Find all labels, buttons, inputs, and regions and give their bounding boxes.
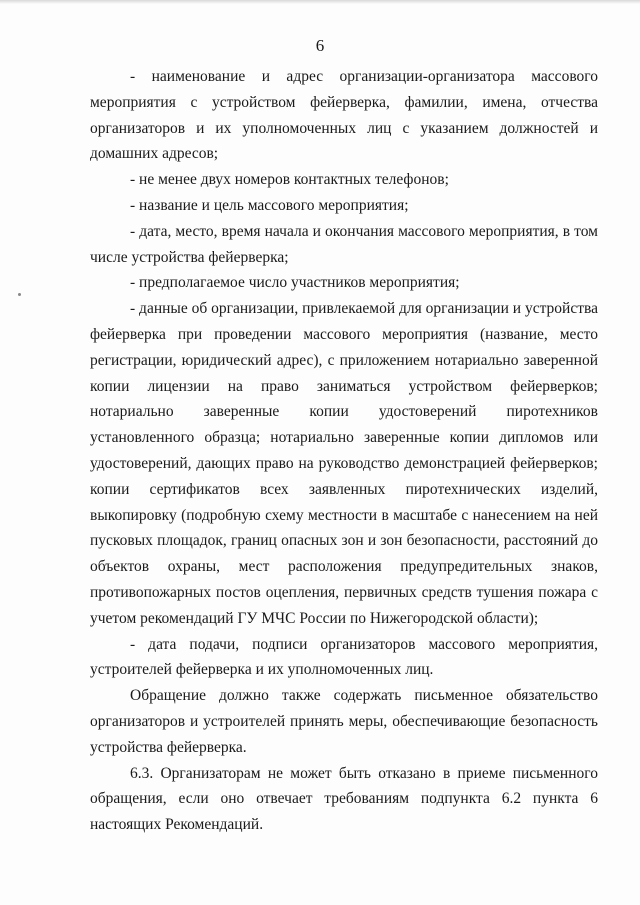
document-body (90, 64, 598, 838)
scan-top-edge (0, 0, 640, 4)
paragraph-participants: - предполагаемое число участников мероприятия; (130, 274, 460, 292)
paragraph-event-name: - название и цель массового мероприятия; (130, 196, 409, 214)
paragraph-event-datetime: - дата, место, время начала и окончания массового мероприятия, в том числе устройства фейерверка; (90, 222, 598, 266)
scan-speck (18, 293, 21, 296)
paragraph-phone-numbers: - не менее двух номеров контактных телефонов; (130, 171, 449, 189)
paragraph-organization-data: - данные об организации, привлекаемой для организации и устройства фейерверка при проведении массового мероприятия (название, место регистрации, юридический адрес), с приложением нотариально заверенной копии лицензии на право заниматься устройством фейерверков; нотариально заверенные копии удостоверений пиротехников установленного образца; нотариально заверенные копии дипломов или удостоверений, дающих право на руководство демонстрацией фейерверков; копии сертификатов всех заявленных пиротехнических изделий, выкопировку (подробную схему местности в масштабе с нанесением на ней пусковых площадок, границ опасных зон и зон безопасности, расстояний до объектов охраны, мест расположения предупредительных знаков, противопожарных постов оцепления, первичных средств тушения пожара с учетом рекомендаций ГУ МЧС России по Нижегородской области); (90, 300, 598, 627)
page-number: 6 (315, 36, 325, 55)
paragraph-submission-date: - дата подачи, подписи организаторов массового мероприятия, устроителей фейерверка и их уполномоченных лиц. (90, 635, 598, 679)
paragraph-organizer-info: - наименование и адрес организации-организатора массового мероприятия с устройством фейерверка, фамилии, имена, отчества организаторов и их уполномоченных лиц с указанием должностей и домашних адресов; (90, 68, 598, 163)
paragraph-section-6-3: 6.3. Организаторам не может быть отказано в приеме письменного обращения, если оно отвечает требованиям подпункта 6.2 пункта 6 настоящих Рекомендаций. (90, 764, 598, 834)
paragraph-obligation: Обращение должно также содержать письменное обязательство организаторов и устроителей принять меры, обеспечивающие безопасность устройства фейерверка. (90, 687, 598, 756)
